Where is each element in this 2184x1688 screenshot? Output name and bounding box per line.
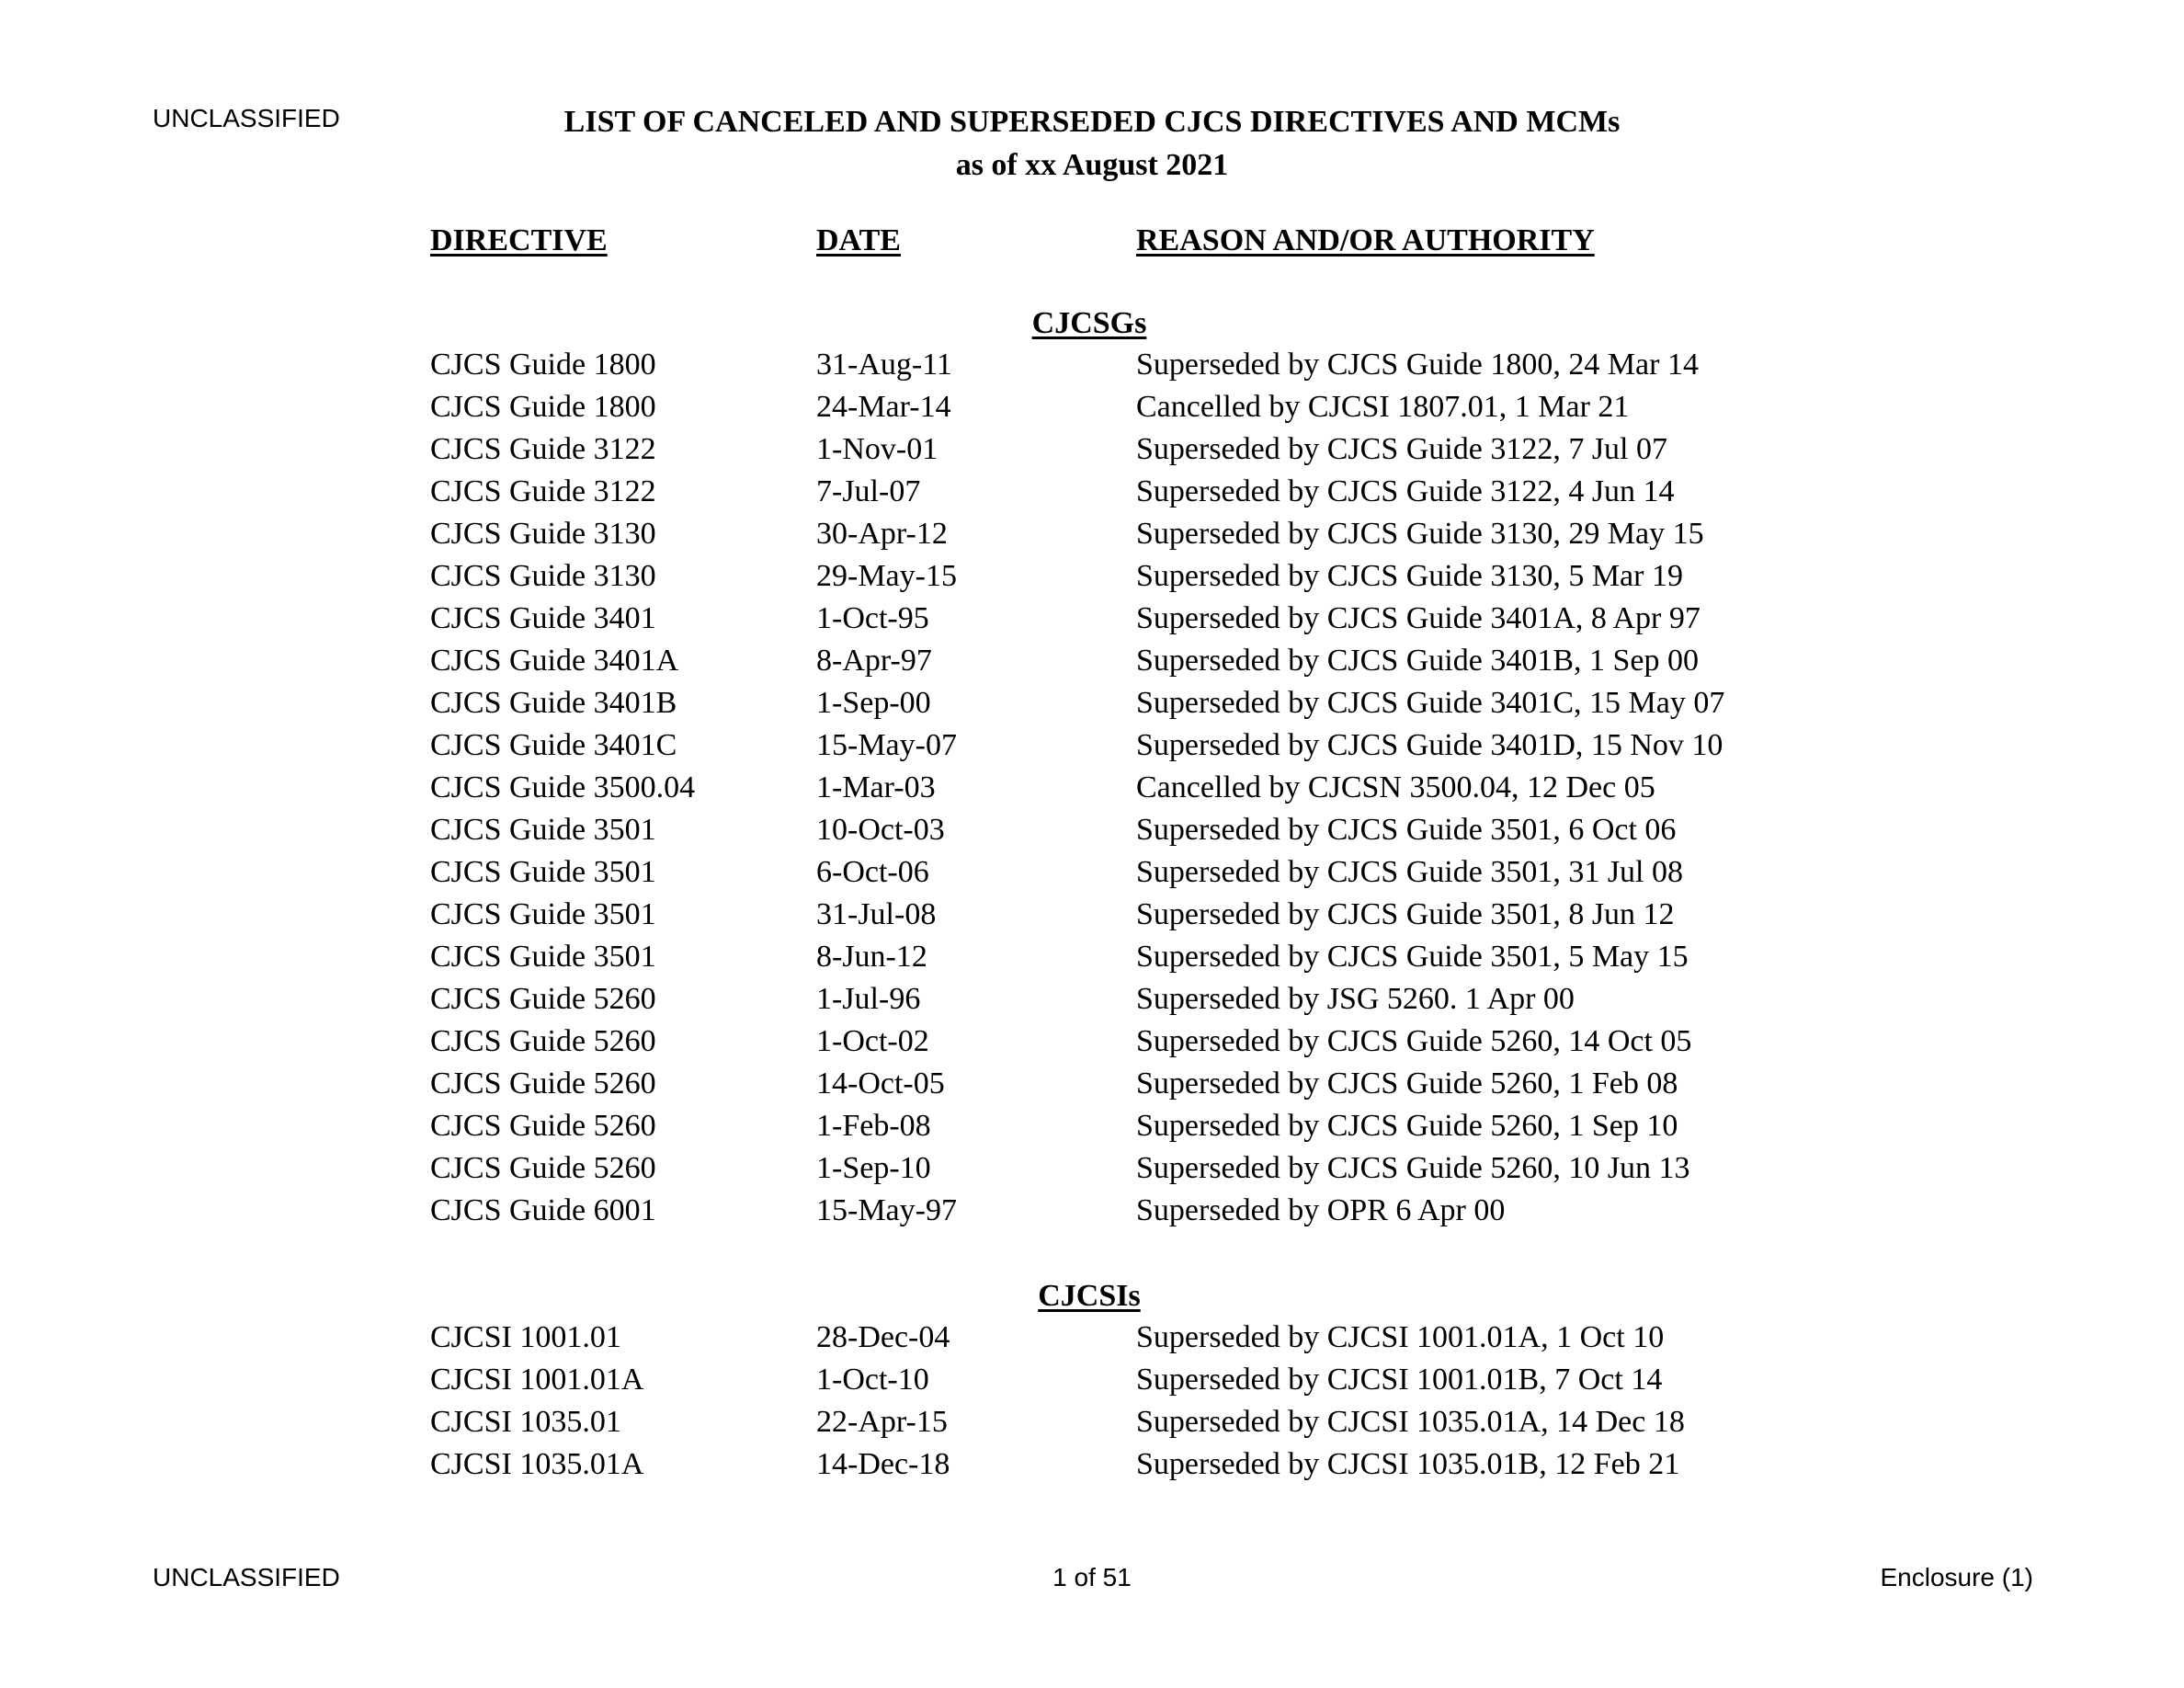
directive-cell: CJCS Guide 5260: [430, 1109, 656, 1143]
reason-cell: Superseded by CJCS Guide 3122, 7 Jul 07: [1136, 432, 1667, 466]
directive-cell: CJCS Guide 5260: [430, 1024, 656, 1058]
table-row: [0, 1317, 2184, 1359]
document-title: LIST OF CANCELED AND SUPERSEDED CJCS DIRECTIVES AND MCMs: [563, 105, 1621, 139]
reason-cell: Superseded by CJCS Guide 3122, 4 Jun 14: [1136, 474, 1675, 508]
table-row: [0, 1105, 2184, 1147]
date-cell: 1-Sep-10: [816, 1151, 931, 1185]
date-cell: 1-Nov-01: [816, 432, 938, 466]
date-cell: 30-Apr-12: [816, 517, 948, 551]
document-subtitle: as of xx August 2021: [955, 148, 1229, 182]
date-cell: 31-Jul-08: [816, 897, 937, 931]
reason-cell: Superseded by CJCS Guide 3401D, 15 Nov 10: [1136, 728, 1723, 762]
date-cell: 8-Jun-12: [816, 940, 927, 974]
reason-cell: Superseded by CJCSI 1035.01A, 14 Dec 18: [1136, 1405, 1685, 1439]
section-title: CJCSGs: [1031, 306, 1147, 340]
directive-cell: CJCS Guide 3122: [430, 474, 656, 508]
reason-cell: Superseded by CJCS Guide 5260, 1 Sep 10: [1136, 1109, 1678, 1143]
date-cell: 1-Oct-95: [816, 601, 929, 635]
date-cell: 10-Oct-03: [816, 813, 945, 847]
directive-cell: CJCS Guide 5260: [430, 1066, 656, 1101]
reason-cell: Superseded by CJCSI 1001.01B, 7 Oct 14: [1136, 1363, 1663, 1397]
directive-cell: CJCS Guide 3501: [430, 897, 656, 931]
reason-cell: Superseded by CJCS Guide 3130, 29 May 15: [1136, 517, 1704, 551]
reason-cell: Superseded by CJCSI 1035.01B, 12 Feb 21: [1136, 1447, 1680, 1481]
table-row: [0, 513, 2184, 555]
directive-cell: CJCSI 1035.01: [430, 1405, 621, 1439]
reason-cell: Superseded by CJCS Guide 5260, 14 Oct 05: [1136, 1024, 1692, 1058]
directive-cell: CJCS Guide 3130: [430, 559, 656, 593]
date-cell: 14-Oct-05: [816, 1066, 945, 1101]
table-row: [0, 598, 2184, 640]
section-rows: [0, 1317, 2184, 1486]
date-cell: 1-Mar-03: [816, 770, 936, 804]
enclosure-label: Enclosure (1): [1880, 1563, 2033, 1591]
date-cell: 8-Apr-97: [816, 644, 932, 678]
table-row: [0, 555, 2184, 598]
reason-cell: Superseded by CJCS Guide 1800, 24 Mar 14: [1136, 348, 1699, 382]
date-cell: 29-May-15: [816, 559, 957, 593]
column-header-directive: DIRECTIVE: [430, 223, 608, 257]
reason-cell: Superseded by CJCS Guide 5260, 10 Jun 13: [1136, 1151, 1690, 1185]
directive-cell: CJCS Guide 3401: [430, 601, 656, 635]
table-row: [0, 1021, 2184, 1063]
date-cell: 24-Mar-14: [816, 390, 951, 424]
table-row: [0, 344, 2184, 386]
column-header-reason: REASON AND/OR AUTHORITY: [1136, 223, 1595, 257]
table-row: [0, 1443, 2184, 1486]
date-cell: 1-Feb-08: [816, 1109, 931, 1143]
directive-cell: CJCS Guide 5260: [430, 982, 656, 1016]
reason-cell: Superseded by CJCSI 1001.01A, 1 Oct 10: [1136, 1320, 1665, 1354]
date-cell: 31-Aug-11: [816, 348, 952, 382]
directive-cell: CJCS Guide 3501: [430, 813, 656, 847]
directive-cell: CJCS Guide 6001: [430, 1193, 656, 1227]
reason-cell: Superseded by CJCS Guide 3501, 8 Jun 12: [1136, 897, 1675, 931]
table-row: [0, 809, 2184, 851]
directive-cell: CJCS Guide 3401A: [430, 644, 679, 678]
date-cell: 6-Oct-06: [816, 855, 929, 889]
reason-cell: Superseded by OPR 6 Apr 00: [1136, 1193, 1506, 1227]
section-title: CJCSIs: [1038, 1279, 1141, 1313]
reason-cell: Superseded by CJCS Guide 3501, 5 May 15: [1136, 940, 1689, 974]
table-row: [0, 1063, 2184, 1105]
date-cell: 1-Oct-02: [816, 1024, 929, 1058]
page-number: 1 of 51: [1052, 1563, 1132, 1591]
table-row: [0, 767, 2184, 809]
directive-cell: CJCS Guide 5260: [430, 1151, 656, 1185]
table-row: [0, 386, 2184, 428]
date-cell: 1-Oct-10: [816, 1363, 929, 1397]
date-cell: 22-Apr-15: [816, 1405, 948, 1439]
table-row: [0, 724, 2184, 767]
directive-cell: CJCS Guide 3500.04: [430, 770, 696, 804]
table-row: [0, 1401, 2184, 1443]
table-row: [0, 1190, 2184, 1232]
directive-cell: CJCS Guide 1800: [430, 348, 656, 382]
section-rows: [0, 344, 2184, 1232]
directive-cell: CJCS Guide 3401B: [430, 686, 677, 720]
reason-cell: Cancelled by CJCSI 1807.01, 1 Mar 21: [1136, 390, 1630, 424]
directive-cell: CJCSI 1035.01A: [430, 1447, 644, 1481]
date-cell: 15-May-97: [816, 1193, 957, 1227]
directive-cell: CJCS Guide 3501: [430, 940, 656, 974]
table-row: [0, 471, 2184, 513]
reason-cell: Superseded by JSG 5260. 1 Apr 00: [1136, 982, 1575, 1016]
table-row: [0, 428, 2184, 471]
directive-cell: CJCSI 1001.01A: [430, 1363, 644, 1397]
date-cell: 15-May-07: [816, 728, 957, 762]
table-row: [0, 640, 2184, 682]
directive-cell: CJCS Guide 3501: [430, 855, 656, 889]
table-row: [0, 1359, 2184, 1401]
directive-cell: CJCSI 1001.01: [430, 1320, 621, 1354]
date-cell: 1-Jul-96: [816, 982, 921, 1016]
reason-cell: Superseded by CJCS Guide 5260, 1 Feb 08: [1136, 1066, 1678, 1101]
reason-cell: Superseded by CJCS Guide 3501, 6 Oct 06: [1136, 813, 1677, 847]
reason-cell: Superseded by CJCS Guide 3401B, 1 Sep 00: [1136, 644, 1699, 678]
table-row: [0, 1147, 2184, 1190]
classification-marking-bottom: UNCLASSIFIED: [153, 1563, 340, 1591]
directive-cell: CJCS Guide 3122: [430, 432, 656, 466]
classification-marking-top: UNCLASSIFIED: [153, 104, 340, 132]
date-cell: 14-Dec-18: [816, 1447, 950, 1481]
reason-cell: Cancelled by CJCSN 3500.04, 12 Dec 05: [1136, 770, 1655, 804]
reason-cell: Superseded by CJCS Guide 3501, 31 Jul 08: [1136, 855, 1683, 889]
reason-cell: Superseded by CJCS Guide 3130, 5 Mar 19: [1136, 559, 1683, 593]
table-row: [0, 851, 2184, 894]
reason-cell: Superseded by CJCS Guide 3401A, 8 Apr 97: [1136, 601, 1701, 635]
date-cell: 28-Dec-04: [816, 1320, 950, 1354]
directive-cell: CJCS Guide 3401C: [430, 728, 677, 762]
table-row: [0, 936, 2184, 978]
table-row: [0, 682, 2184, 724]
date-cell: 1-Sep-00: [816, 686, 931, 720]
directive-cell: CJCS Guide 1800: [430, 390, 656, 424]
date-cell: 7-Jul-07: [816, 474, 921, 508]
directive-cell: CJCS Guide 3130: [430, 517, 656, 551]
table-row: [0, 978, 2184, 1021]
table-row: [0, 894, 2184, 936]
column-header-date: DATE: [816, 223, 901, 257]
reason-cell: Superseded by CJCS Guide 3401C, 15 May 07: [1136, 686, 1725, 720]
